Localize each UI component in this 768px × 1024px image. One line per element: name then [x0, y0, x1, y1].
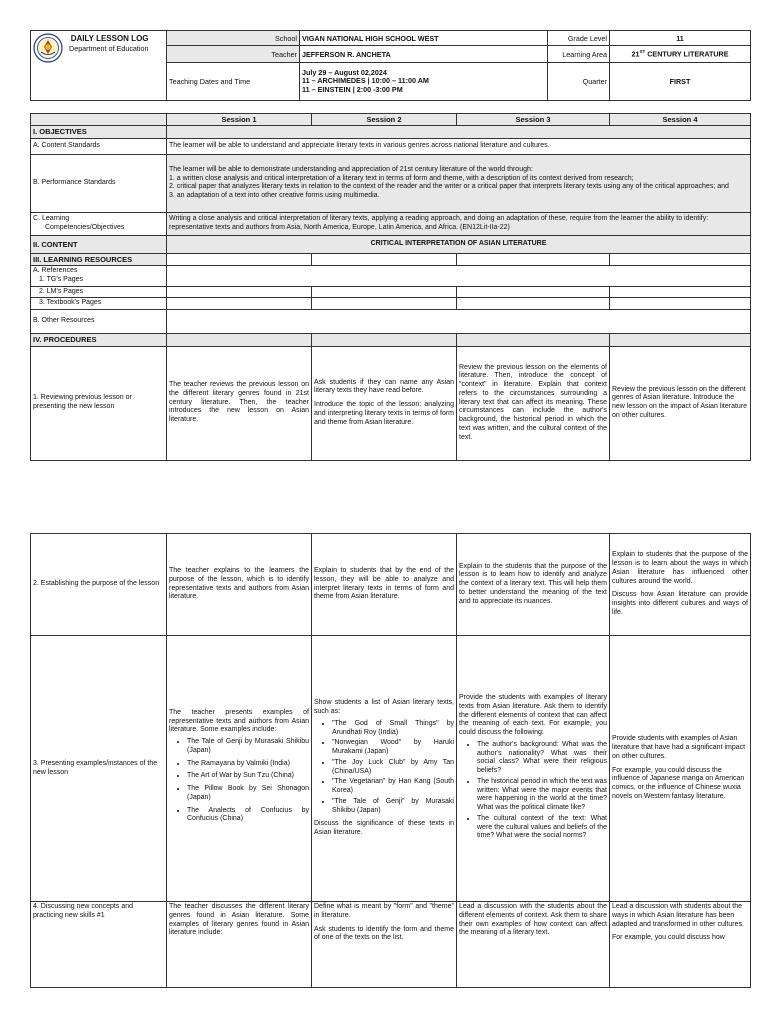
references-label	[31, 266, 167, 287]
learning-area-value	[610, 46, 751, 63]
learning-resources-heading: III. LEARNING RESOURCES	[31, 253, 167, 265]
area-superscript: ST	[639, 49, 646, 55]
department-name: Department of Education	[69, 44, 149, 53]
list-item: • "The God of Small Things" by Arundhati Roy (India)	[332, 720, 454, 738]
textbook-cell-s3	[457, 298, 610, 310]
performance-line-4: 3. an adaptation of a text into other creative forms using multimedia.	[169, 192, 380, 199]
other-resources-value	[167, 310, 751, 334]
content-standards-text: The learner will be able to understand and appreciate literary texts in various genres across national literature and cultures.	[167, 138, 751, 154]
references-text: A. References	[33, 267, 78, 275]
competencies-label-line-2: Competencies/Objectives	[45, 223, 125, 231]
lm-pages-label: 2. LM's Pages	[31, 286, 167, 298]
textbook-cell-s2	[312, 298, 457, 310]
procedure-1-session-4: Review the previous lesson on the different genres of Asian literature. Introduce the new lesson on the impact of Asian literature on other cultures.	[610, 346, 751, 460]
procedure-3-session-4-para-1: Provide students with examples of Asian literature that have had a significant impact on other cultures.	[612, 735, 746, 760]
performance-line-1: The learner will be able to demonstrate understanding and appreciation of 21st century literature of the world through:	[169, 165, 533, 173]
deped-seal-icon	[33, 33, 63, 63]
objectives-heading: I. OBJECTIVES	[31, 126, 167, 138]
list-item: • "The Joy Luck Club" by Amy Tan (China/USA)	[332, 759, 454, 777]
procedure-2-session-1: The teacher explains to the learners the purpose of the lesson, which is to identify representative texts and authors from Asian literature.	[167, 534, 312, 636]
textbook-cell-s1	[167, 298, 312, 310]
lm-cell-s3	[457, 286, 610, 298]
list-item: • The Art of War by Sun Tzu (China)	[187, 772, 309, 781]
list-item: • The Analects of Confucius by Confucius (China)	[187, 807, 309, 825]
area-number: 21	[631, 49, 640, 59]
school-value: VIGAN NATIONAL HIGH SCHOOL WEST	[300, 31, 548, 46]
procedure-4-session-4	[610, 902, 751, 988]
procedure-2-session-2: Explain to students that by the end of the lesson, they will be able to analyze and interpret literary texts in terms of form and theme from Asian literature.	[312, 534, 457, 636]
procedure-3-session-3-intro: Provide the students with examples of literary texts from Asian literature. Ask them to identify the different elements of context that can affect the meaning of each text. For example, you could discuss the following:	[459, 694, 607, 736]
header-table	[30, 30, 751, 101]
procedures-heading: IV. PROCEDURES	[31, 334, 167, 346]
procedure-3-session-2-intro: Show students a list of Asian literary texts, such as:	[314, 699, 454, 715]
procedure-3-session-1	[167, 636, 312, 902]
list-item: • "The Tale of Genji" by Murasaki Shikibu (Japan)	[332, 798, 454, 816]
list-item: • "The Vegetarian" by Han Kang (South Korea)	[332, 778, 454, 796]
performance-line-2: 1. a written close analysis and critical interpretation of a literary text in terms of form and theme, with a description of its context derived from research;	[169, 174, 634, 182]
procedure-2-session-4-para-2: Discuss how Asian literature can provide insights into different cultures and ways of life.	[612, 591, 748, 616]
procedure-3-label: 3. Presenting examples/instances of the new lesson	[31, 636, 167, 902]
quarter-label: Quarter	[548, 63, 610, 101]
area-name: CENTURY LITERATURE	[645, 49, 729, 59]
session-3-header: Session 3	[457, 114, 610, 126]
list-item: • The cultural context of the text: What were the cultural values and beliefs of the time? What were the social norms?	[477, 815, 607, 841]
tg-pages-label: 1. TG's Pages	[39, 275, 84, 283]
session-3-context-list	[477, 741, 607, 841]
procedures-cell-s2	[312, 334, 457, 346]
list-item: • The Pillow Book by Sei Shonagon (Japan)	[187, 785, 309, 803]
list-item: • The historical period in which the text was written: What were the major events that were happening in the world at the time? What was the political climate like?	[477, 778, 607, 813]
grade-level-value: 11	[610, 31, 751, 46]
procedures-cell-s3	[457, 334, 610, 346]
procedure-4-label: 4. Discussing new concepts and practicing new skills #1	[31, 902, 167, 988]
dates-line-3: 11 – EINSTEIN | 2:00 -3:00 PM	[302, 84, 403, 94]
session-1-header: Session 1	[167, 114, 312, 126]
procedure-3-session-1-intro: The teacher presents examples of representative texts and authors from Asian literature. Some examples include:	[169, 708, 309, 734]
procedure-1-session-2-para-1: Ask students if they can name any Asian literary texts they have read before.	[314, 378, 454, 395]
teacher-label: Teacher	[167, 46, 300, 63]
lm-cell-s2	[312, 286, 457, 298]
teacher-value: JEFFERSON R. ANCHETA	[300, 46, 548, 63]
objectives-heading-fill	[167, 126, 751, 138]
list-item: • The Tale of Genji by Murasaki Shikibu (Japan)	[187, 738, 309, 756]
competencies-label	[31, 212, 167, 235]
lm-cell-s1	[167, 286, 312, 298]
list-item: • The Ramayana by Valmiki (India)	[187, 760, 309, 769]
procedure-4-session-2	[312, 902, 457, 988]
performance-standards-label: B. Performance Standards	[31, 154, 167, 212]
competencies-label-line-1: C. Learning	[33, 215, 70, 222]
procedure-4-session-2-para-1: Define what is meant by "form" and "theme" in literature.	[314, 903, 454, 919]
corner-cell	[31, 114, 167, 126]
procedure-2-label: 2. Establishing the purpose of the lesson	[31, 534, 167, 636]
procedure-2-session-4	[610, 534, 751, 636]
lesson-table-part-2	[30, 533, 751, 988]
resources-cell-s2	[312, 253, 457, 265]
procedure-2-session-4-para-1: Explain to students that the purpose of the lesson is to learn about the ways in which Asian literature has influenced other cultures around the world.	[612, 551, 748, 585]
procedure-1-session-2-para-2: Introduce the topic of the lesson: analyzing and interpreting literary texts in terms of form and theme from Asian literature.	[314, 401, 454, 426]
procedure-4-session-2-para-2: Ask students to identify the form and theme of one of the texts on the list.	[314, 925, 454, 942]
deped-logo-cell	[31, 31, 167, 101]
resources-cell-s1	[167, 253, 312, 265]
competencies-text: Writing a close analysis and critical interpretation of literary texts, applying a reading approach, and doing an adaptation of these, require from the learner the ability to identify: representative texts and authors from Asia, North America, Europe, Latin America, and Africa. (EN12Lit-IIa-22)	[167, 212, 751, 235]
session-1-examples-list	[187, 738, 309, 824]
procedure-1-session-2	[312, 346, 457, 460]
references-value	[167, 266, 751, 287]
procedure-4-session-1: The teacher discusses the different literary genres found in Asian literature. Some examples of literary genres found in Asian literature include:	[167, 902, 312, 988]
procedures-cell-s1	[167, 334, 312, 346]
learning-area-label: Learning Area	[548, 46, 610, 63]
procedure-3-session-2-outro: Discuss the significance of these texts in Asian literature.	[314, 820, 454, 836]
lesson-table-part-1	[30, 113, 751, 461]
procedure-2-session-3: Explain to the students that the purpose of the lesson is to learn how to identify and analyze the context of a literary text. This will help them to better understand the meaning of the text and to appreciate its nuances.	[457, 534, 610, 636]
quarter-value: FIRST	[610, 63, 751, 101]
procedure-3-session-3	[457, 636, 610, 902]
teaching-dates-label: Teaching Dates and Time	[167, 63, 300, 101]
list-item: • The author's background: What was the author's nationality? What was their social class? What were their religious beliefs?	[477, 741, 607, 776]
session-2-texts-list	[332, 720, 454, 816]
dates-line-2: 11 – ARCHIMEDES | 10:00 – 11:00 AM	[302, 76, 429, 86]
school-label: School	[167, 31, 300, 46]
textbook-cell-s4	[610, 298, 751, 310]
procedure-4-session-4-para-2: For example, you could discuss how	[612, 934, 725, 942]
other-resources-label: B. Other Resources	[31, 310, 167, 334]
content-standards-label: A. Content Standards	[31, 138, 167, 154]
lm-cell-s4	[610, 286, 751, 298]
procedure-1-session-1: The teacher reviews the previous lesson on the different literary genres found in 21st century literature. Then, the teacher introduces the new lesson on Asian literature.	[167, 346, 312, 460]
procedure-1-session-3: Review the previous lesson on the elements of literature. Then, introduce the concept of "context" in literature. Explain that context refers to the circumstances surrounding a literary text that can affect its meaning. These circumstances can include the author's background, the historical period in which the text was written, and the cultural context of the text.	[457, 346, 610, 460]
procedure-3-session-2	[312, 636, 457, 902]
procedure-1-label: 1. Reviewing previous lesson or presenting the new lesson	[31, 346, 167, 460]
resources-cell-s4	[610, 253, 751, 265]
procedure-4-session-4-para-1: Lead a discussion with students about the ways in which Asian literature has been adapted and transformed in other cultures.	[612, 903, 744, 928]
performance-line-3: 2. critical paper that analyzes literary texts in relation to the context of the reader and the writer or a critical paper that interprets literary texts using any of the critical approaches; and	[169, 183, 729, 191]
dates-line-1: July 29 – August 02,2024	[302, 68, 387, 78]
textbook-pages-label: 3. Textbook's Pages	[31, 298, 167, 310]
resources-cell-s3	[457, 253, 610, 265]
session-2-header: Session 2	[312, 114, 457, 126]
session-4-header: Session 4	[610, 114, 751, 126]
content-heading: II. CONTENT	[31, 235, 167, 253]
teaching-dates-value	[300, 63, 548, 101]
procedures-cell-s4	[610, 334, 751, 346]
procedure-4-session-3: Lead a discussion with the students about the different elements of context. Ask them to share their own examples of how context can affect the meaning of a literary text.	[457, 902, 610, 988]
log-title: DAILY LESSON LOG	[70, 34, 149, 43]
content-value: CRITICAL INTERPRETATION OF ASIAN LITERATURE	[167, 235, 751, 253]
list-item: • "Norwegian Wood" by Haruki Murakami (Japan)	[332, 739, 454, 757]
performance-standards-text	[167, 154, 751, 212]
grade-level-label: Grade Level	[548, 31, 610, 46]
procedure-3-session-4-para-2: For example, you could discuss the influence of Japanese manga on American comics, or the influence of Chinese wuxia novels on Western fantasy literature.	[612, 766, 745, 800]
procedure-3-session-4	[610, 636, 751, 902]
